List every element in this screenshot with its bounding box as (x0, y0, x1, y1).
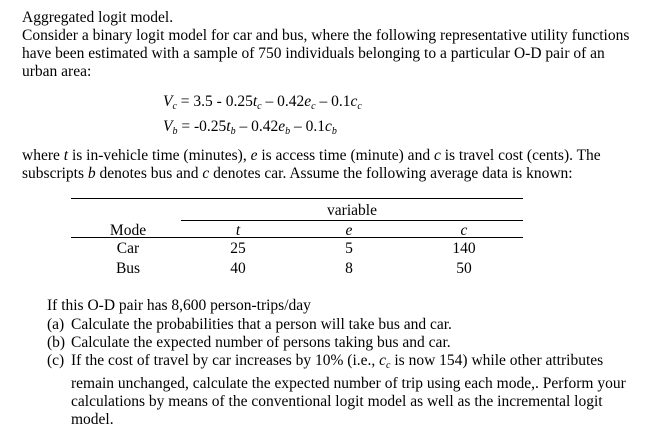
question-a-marker: (a) (47, 316, 65, 333)
eq-bus-t: t (226, 118, 231, 135)
eq-bus-e-coef: – 0.42 (235, 118, 279, 135)
table-cell-bus-t: 40 (230, 260, 246, 277)
eq-bus-const: = -0.25 (177, 118, 227, 135)
where-text-6: denotes car. Assume the following average data is known: (209, 165, 573, 182)
question-c-marker: (c) (47, 352, 65, 369)
eq-car-c-sub: c (357, 101, 362, 112)
table-cell-car-mode: Car (116, 240, 140, 257)
table-cell-bus-c: 50 (456, 260, 472, 277)
question-a-text: Calculate the probabilities that a person will take bus and car. (71, 316, 452, 333)
trips-statement: If this O-D pair has 8,600 person-trips/day (47, 297, 311, 314)
eq-car-lhs: V (163, 93, 173, 110)
eq-bus-c-coef: – 0.1 (290, 118, 325, 135)
utility-equation-bus (163, 118, 337, 141)
where-text-1: where (22, 147, 64, 164)
problem-intro: Consider a binary logit model for car and bus, where the following representative utility functions have been estimated with a sample of 750 individuals belonging to a particular O-D pair of an urban area: (22, 27, 630, 80)
eq-car-t-sub: c (257, 101, 262, 112)
question-c-text-2: is now 154) while other attributes remain unchanged, calculate the expected number of trip using each mode,. Perform your calculations by means of the conventional logit model as well as the incremental logit model. (71, 352, 626, 428)
eq-car-e-sub: c (311, 101, 316, 112)
eq-bus-lhs: V (163, 118, 173, 135)
utility-equation-car (163, 93, 362, 116)
eq-bus-lhs-sub: b (172, 126, 178, 137)
table-cell-bus-mode: Bus (115, 260, 141, 277)
where-text-5: denotes bus and (95, 165, 203, 182)
eq-bus-c: c (324, 118, 332, 135)
where-var-b: b (87, 165, 96, 182)
eq-car-e-coef: – 0.42 (261, 93, 305, 110)
eq-car-c-coef: – 0.1 (315, 93, 351, 110)
eq-car-t: t (252, 93, 258, 110)
where-var-c-car: c (202, 165, 210, 182)
eq-bus-e-sub: b (285, 126, 291, 137)
where-text-4: is travel cost (cents). The subscripts (22, 147, 601, 182)
table-group-header: variable (327, 202, 377, 219)
where-text-3: is access time (minute) and (257, 147, 434, 164)
eq-car-e: e (304, 93, 312, 110)
question-c-var-sub: c (386, 360, 391, 371)
eq-bus-e: e (278, 118, 286, 135)
table-header-mode: Mode (109, 222, 147, 239)
eq-car-const: = 3.5 - 0.25 (176, 93, 253, 110)
question-b-text: Calculate the expected number of persons taking bus and car. (71, 334, 451, 351)
table-cell-car-t: 25 (230, 240, 246, 257)
table-header-e: e (345, 222, 353, 239)
eq-car-lhs-sub: c (172, 101, 177, 112)
where-var-c: c (433, 147, 441, 164)
table-header-c: c (460, 222, 468, 239)
eq-car-c: c (350, 93, 358, 110)
eq-bus-c-sub: b (331, 126, 337, 137)
variable-definitions (22, 147, 642, 183)
eq-bus-t-sub: b (230, 126, 236, 137)
question-c-var: c (379, 352, 387, 369)
question-b-marker: (b) (47, 334, 66, 351)
question-c-text (71, 352, 631, 429)
table-top-rule (71, 198, 523, 199)
table-header-t: t (235, 222, 241, 239)
where-var-t: t (63, 147, 69, 164)
problem-title: Aggregated logit model. (22, 9, 174, 26)
table-cell-car-e: 5 (345, 240, 353, 257)
where-var-e: e (250, 147, 258, 164)
question-c-text-1: If the cost of travel by car increases by 10% (i.e., (71, 352, 380, 369)
table-cell-bus-e: 8 (345, 260, 353, 277)
where-text-2: is in-vehicle time (minutes), (68, 147, 251, 164)
table-cell-car-c: 140 (452, 240, 476, 257)
table-group-rule (181, 220, 523, 221)
table-header-rule (71, 237, 523, 238)
